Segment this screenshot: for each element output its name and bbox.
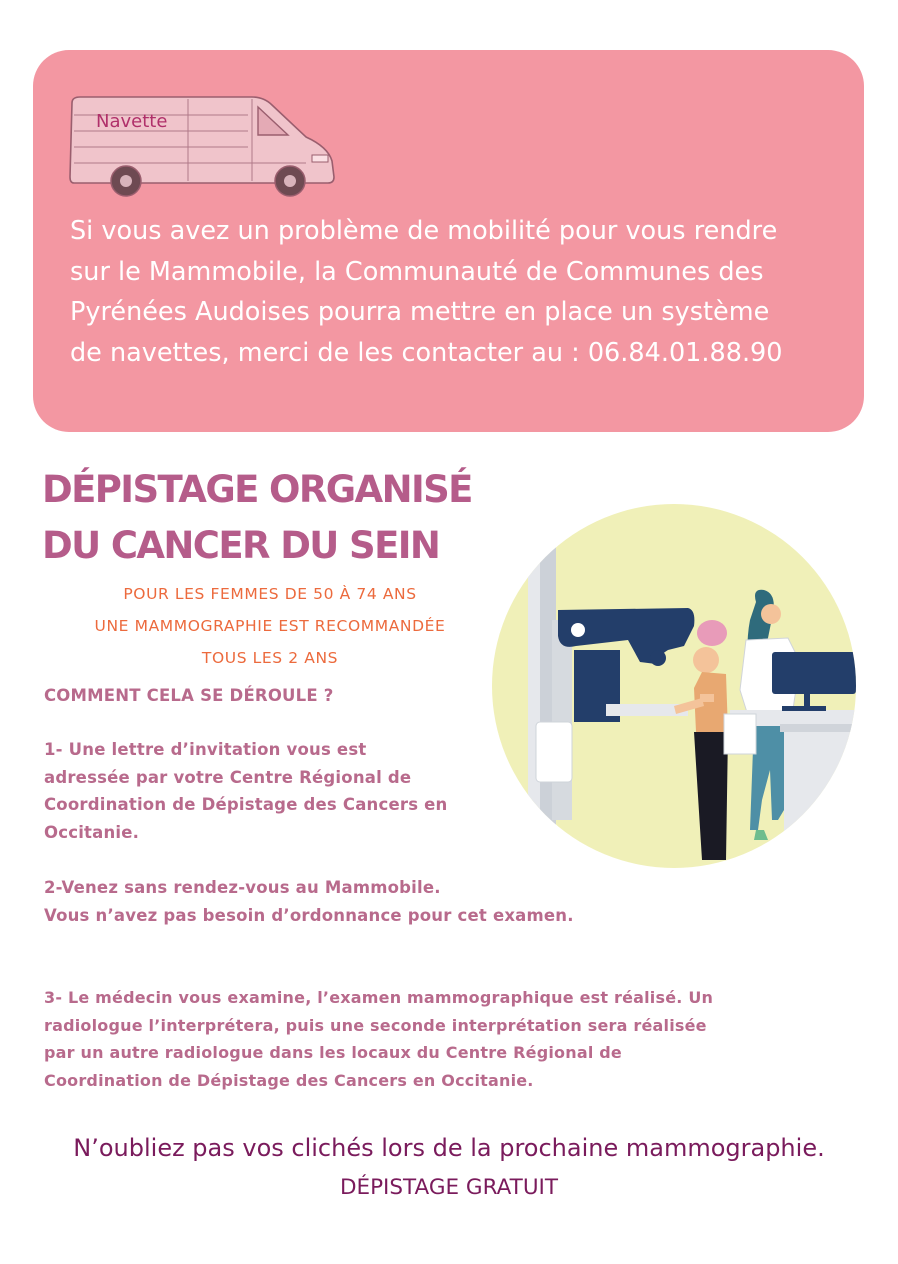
step-1 [44,736,448,846]
subtitle-line-2: UNE MAMMOGRAPHIE EST RECOMMANDÉE [94,617,446,635]
shuttle-line: Si vous avez un problème de mobilité pour vous rendre [70,216,778,246]
shuttle-line: sur le Mammobile, la Communauté de Communes des [70,256,764,287]
step-2-line: 2-Venez sans rendez-vous au Mammobile. [44,878,441,897]
step-1-line: adressée par votre Centre Régional de [44,767,412,787]
subtitle [42,578,498,674]
step-1-line: 1- Une lettre d’invitation vous est [44,740,367,759]
step-3-line: radiologue l’interprétera, puis une seconde interprétation sera réalisée [44,1015,707,1035]
step-3-line: Coordination de Dépistage des Cancers en Occitanie. [44,1070,534,1090]
title-line-1: DÉPISTAGE ORGANISÉ [42,468,472,511]
how-heading: COMMENT CELA SE DÉROULE ? [44,686,334,705]
closing [0,1128,898,1208]
step-3-line: 3- Le médecin vous examine, l’examen mammographique est réalisé. Un [44,988,714,1007]
shuttle-line: Pyrénées Audoises pourra mettre en place un système [70,297,770,327]
step-1-line: Coordination de Dépistage des Cancers en [44,795,448,814]
van-label: Navette [96,111,168,132]
title-line-2: DU CANCER DU SEIN [42,524,440,567]
mammography-illustration [488,500,860,872]
page-title [42,462,472,574]
free-screening-label: DÉPISTAGE GRATUIT [339,1175,559,1200]
shuttle-line: de navettes, merci de les contacter au : 06.84.01.88.90 [70,337,783,368]
step-3-line: par un autre radiologue dans les locaux du Centre Régional de [44,1043,622,1062]
step-1-line: Occitanie. [44,822,140,842]
step-2-line: Vous n’avez pas besoin d’ordonnance pour cet examen. [44,905,574,925]
subtitle-line-3: TOUS LES 2 ANS [201,649,339,667]
step-3 [44,984,713,1094]
shuttle-paragraph [70,211,860,373]
reminder-text: N’oubliez pas vos clichés lors de la prochaine mammographie. [73,1134,825,1162]
subtitle-line-1: POUR LES FEMMES DE 50 À 74 ANS [123,585,417,603]
step-2 [44,874,574,929]
